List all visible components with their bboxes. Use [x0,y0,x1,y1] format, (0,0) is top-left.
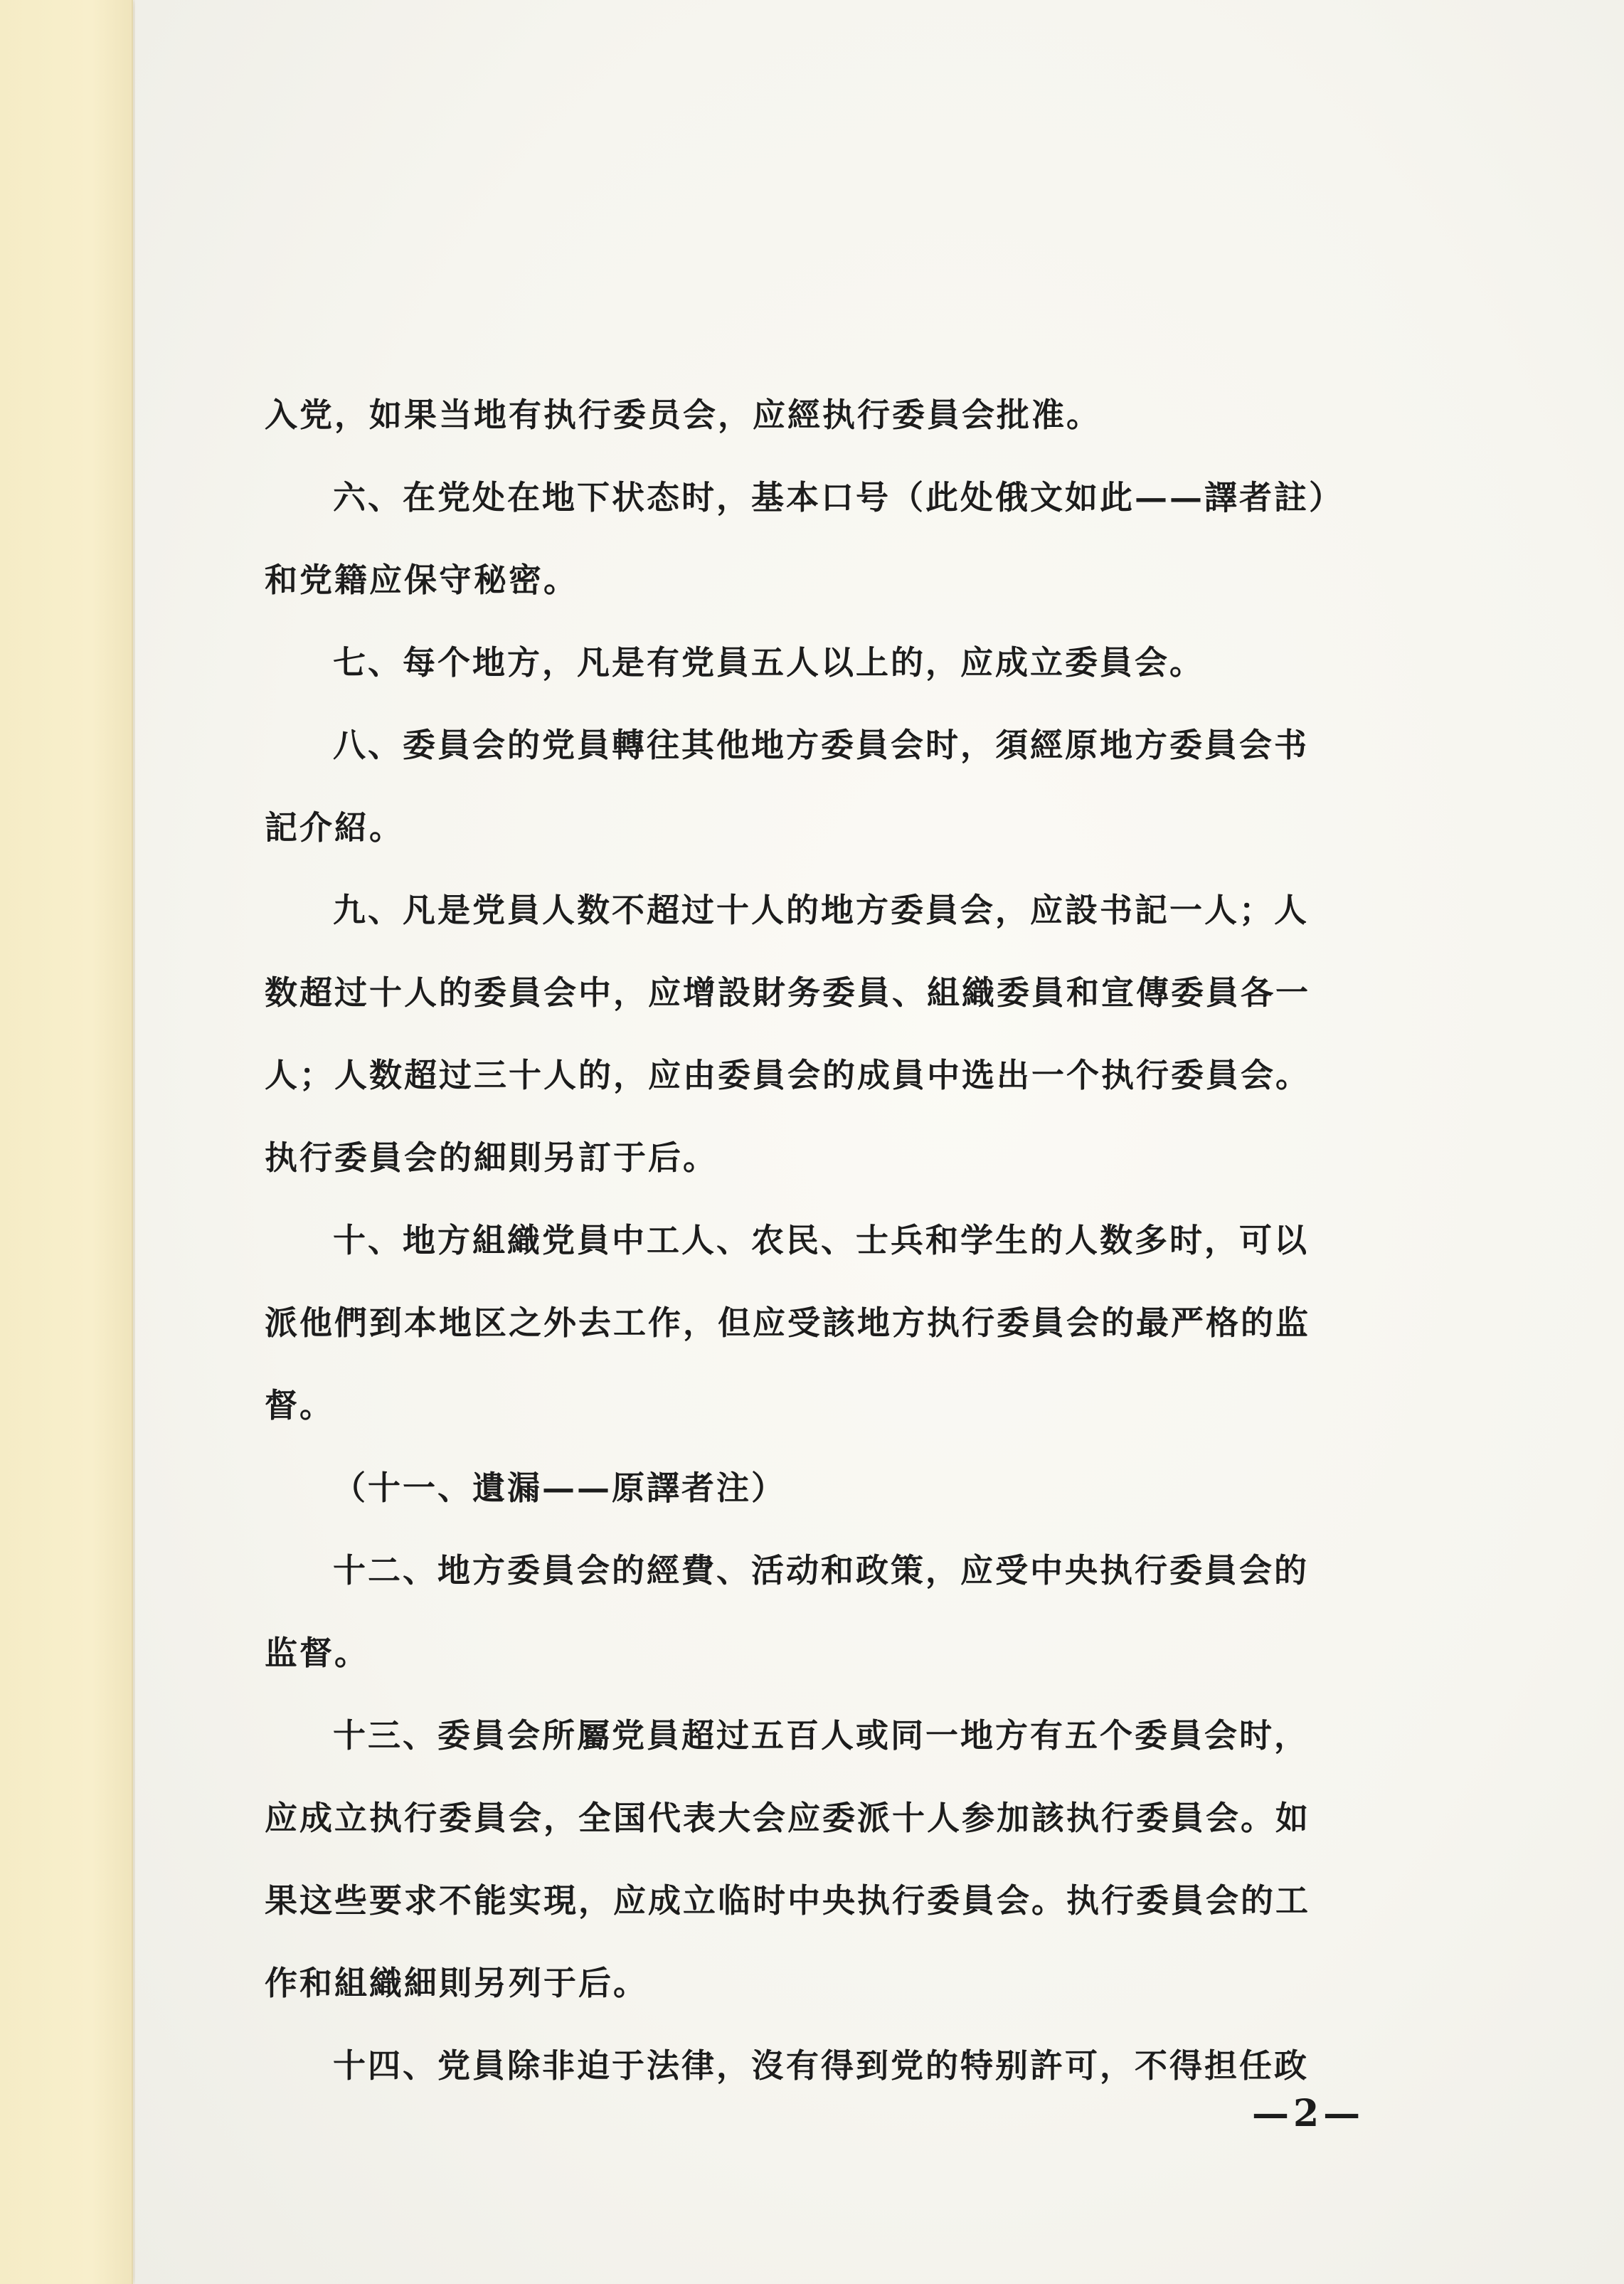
text-line-16: 监督。 [265,1634,369,1672]
text-line-14: （十一、遺漏——原譯者注） [333,1469,786,1507]
text-line-4: 七、每个地方，凡是有党員五人以上的，应成立委員会。 [333,643,1204,682]
text-line-8: 数超过十人的委員会中，应增設財务委員、組織委員和宣傳委員各一 [265,973,1310,1012]
text-line-20: 作和組織細則另列于后。 [265,1964,648,2002]
text-line-18: 应成立执行委員会，全国代表大会应委派十人参加該执行委員会。如 [265,1799,1310,1837]
document-body [265,374,1431,2107]
text-line-12: 派他們到本地区之外去工作，但应受該地方执行委員会的最严格的监 [265,1304,1310,1342]
text-line-15: 十二、地方委員会的經費、活动和政策，应受中央执行委員会的 [333,1551,1309,1590]
text-line-5: 八、委員会的党員轉往其他地方委員会时，須經原地方委員会书 [333,726,1309,764]
text-line-19: 果这些要求不能实現，应成立临时中央执行委員会。执行委員会的工 [265,1881,1310,1920]
text-line-3: 和党籍应保守秘密。 [265,561,578,599]
text-line-10: 执行委員会的細則另訂于后。 [265,1138,718,1177]
text-line-7: 九、凡是党員人数不超过十人的地方委員会，应設书記一人；人 [333,891,1309,929]
text-line-21: 十四、党員除非迫于法律，沒有得到党的特别許可，不得担任政 [333,2046,1309,2085]
text-line-6: 記介紹。 [265,808,404,847]
text-line-13: 督。 [265,1386,334,1424]
text-line-11: 十、地方組織党員中工人、农民、士兵和学生的人数多时，可以 [333,1221,1309,1259]
text-line-17: 十三、委員会所屬党員超过五百人或同一地方有五个委員会时， [333,1716,1309,1755]
text-line-9: 人；人数超过三十人的，应由委員会的成員中选出一个执行委員会。 [265,1056,1310,1094]
page-number: —2— [1252,2092,1365,2135]
text-line-2: 六、在党处在地下状态时，基本口号（此处俄文如此——譯者註） [333,478,1344,517]
adjacent-page-edge [0,0,133,2284]
text-line-1: 入党，如果当地有执行委员会，应經执行委員会批准。 [265,396,1101,434]
